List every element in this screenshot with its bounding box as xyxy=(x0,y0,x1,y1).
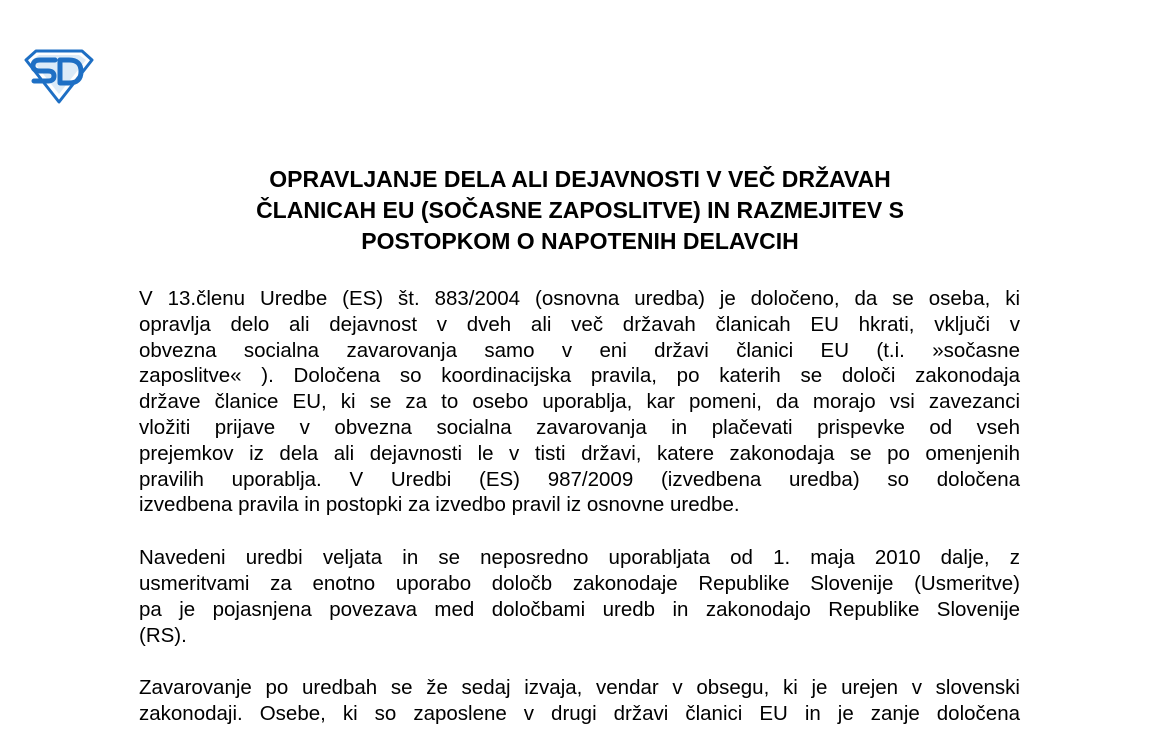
text-line: izvedbena pravila in postopki za izvedbo pravil iz osnovne uredbe. xyxy=(139,493,740,517)
document-title xyxy=(140,164,1020,257)
text-line: pravilih uporablja. V Uredbi (ES) 987/2009 (izvedbena uredba) so določena xyxy=(139,467,1020,491)
text-line: usmeritvami za enotno uporabo določb zakonodaje Republike Slovenije (Usmeritve) xyxy=(139,571,1020,595)
text-line: pa je pojasnjena povezava med določbami uredb in zakonodajo Republike Slovenije xyxy=(139,597,1020,621)
paragraph-validity xyxy=(139,545,1020,648)
text-line: Zavarovanje po uredbah se že sedaj izvaja, vendar v obsegu, ki je urejen v slovenski xyxy=(139,676,1020,700)
text-line: prejemkov iz dela ali dejavnosti le v tisti državi, katere zakonodaja se po omenjenih xyxy=(139,441,1020,465)
text-line: V 13.členu Uredbe (ES) št. 883/2004 (osnovna uredba) je določeno, da se oseba, ki xyxy=(139,287,1020,310)
paragraph-insurance xyxy=(139,675,1020,727)
title-line: POSTOPKOM O NAPOTENIH DELAVCIH xyxy=(361,228,799,254)
sd-shield-logo-icon xyxy=(22,48,96,104)
text-line: zaposlitve« ). Določena so koordinacijska pravila, po katerih se določi zakonodaja xyxy=(139,364,1020,388)
title-line: OPRAVLJANJE DELA ALI DEJAVNOSTI V VEČ DRŽAVAH xyxy=(269,166,891,192)
text-line: zakonodaji. Osebe, ki so zaposlene v drugi državi članici EU in je zanje določena xyxy=(139,702,1020,726)
text-line: obvezna socialna zavarovanja samo v eni državi članici EU (t.i. »sočasne xyxy=(139,338,1020,362)
paragraph-regulation-overview xyxy=(139,286,1020,518)
document-body xyxy=(139,286,1020,743)
text-line: države članice EU, ki se za to osebo uporablja, kar pomeni, da morajo vsi zavezanci xyxy=(139,390,1020,414)
text-line: Navedeni uredbi veljata in se neposredno uporabljata od 1. maja 2010 dalje, z xyxy=(139,546,1020,570)
title-line: ČLANICAH EU (SOČASNE ZAPOSLITVE) IN RAZMEJITEV S xyxy=(256,197,904,223)
text-line: vložiti prijave v obvezna socialna zavarovanja in plačevati prispevke od vseh xyxy=(139,415,1020,439)
text-line: opravlja delo ali dejavnost v dveh ali več državah članicah EU hkrati, vključi v xyxy=(139,312,1020,336)
text-line: (RS). xyxy=(139,623,187,647)
